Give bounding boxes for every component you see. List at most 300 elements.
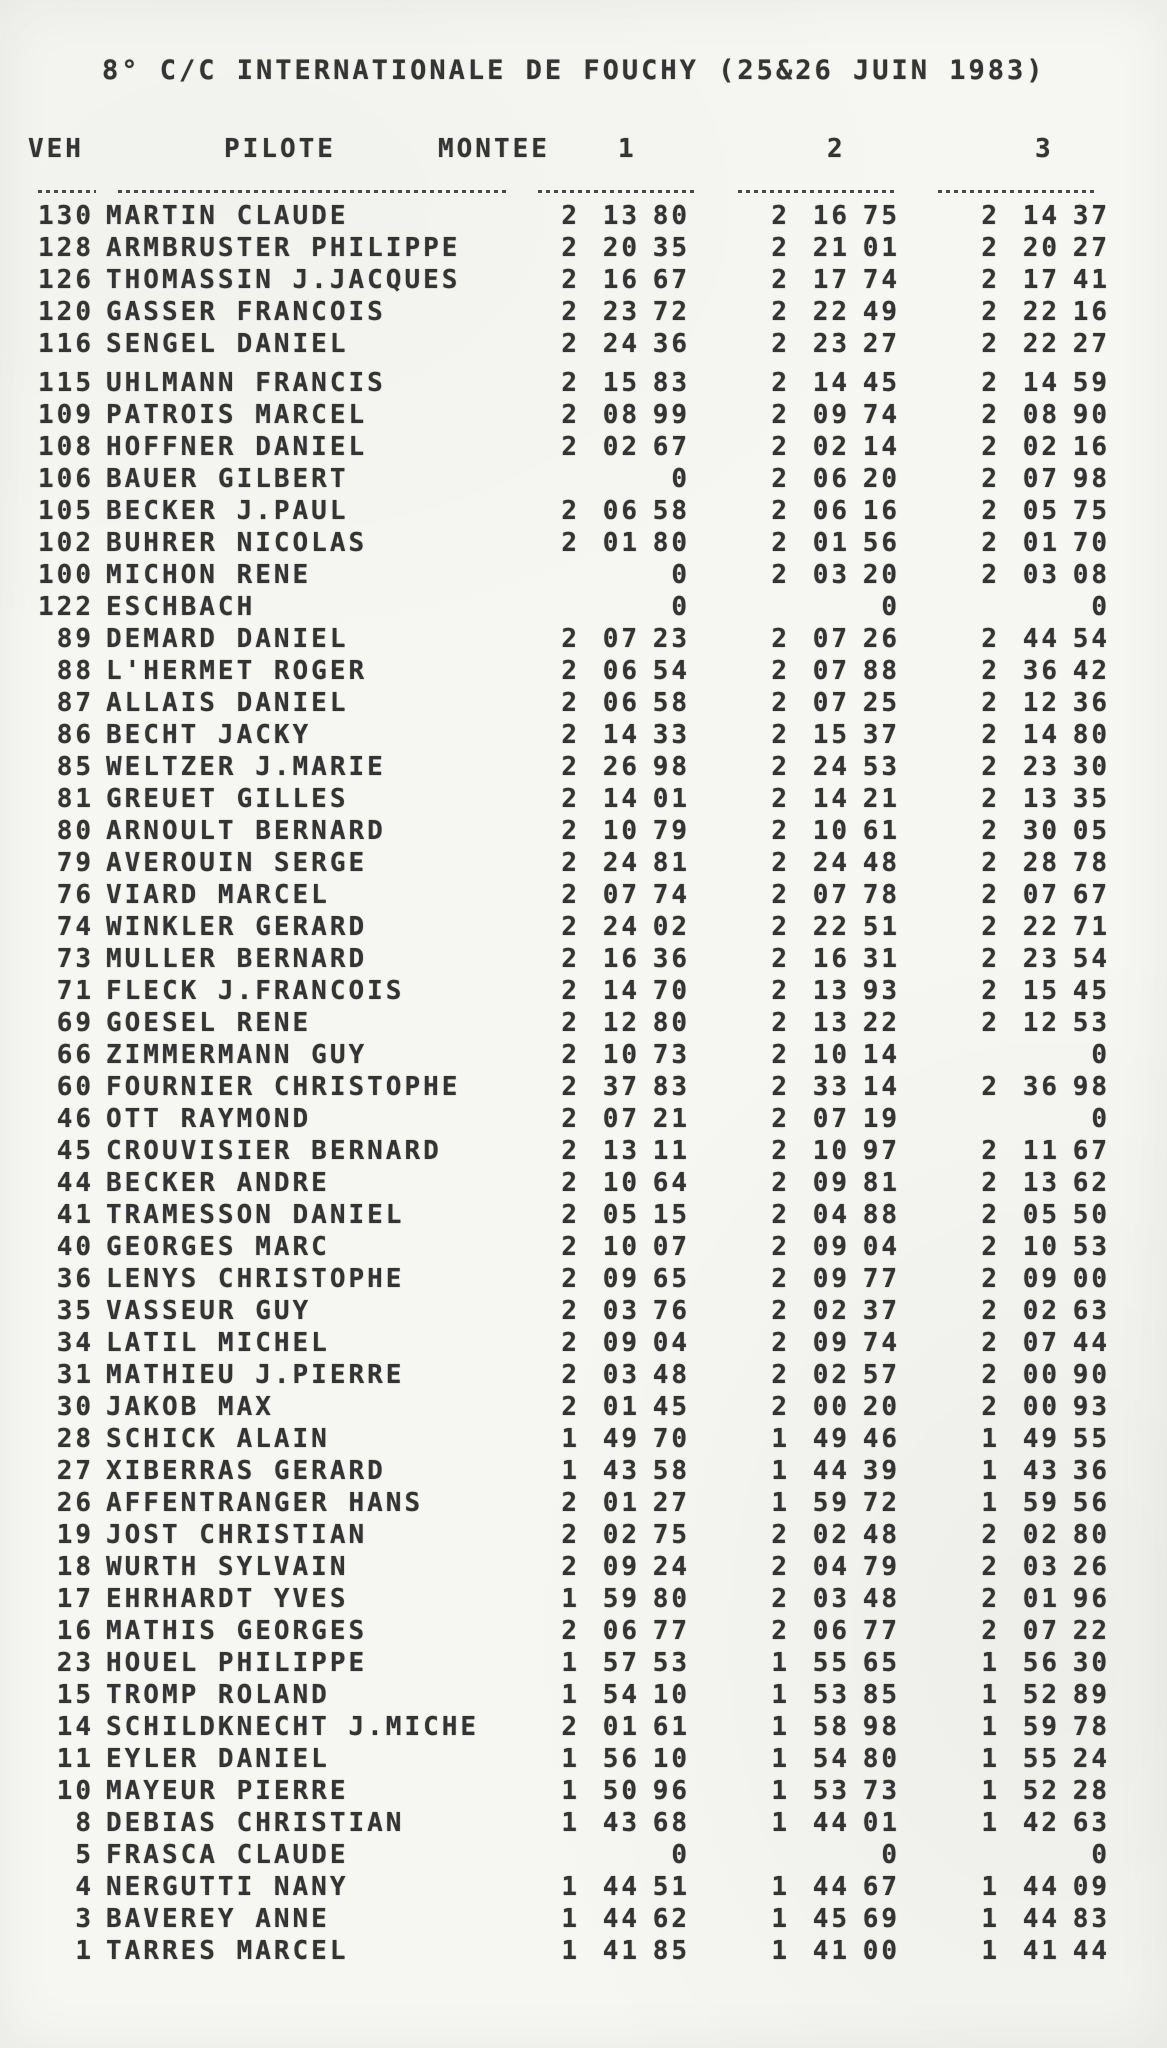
table-row <box>28 368 1140 400</box>
time-t1-hundredths: 58 <box>652 496 690 526</box>
time-t2-minutes: 2 <box>771 1296 790 1326</box>
time-t1-minutes: 1 <box>561 1744 580 1774</box>
time-t2-seconds: 13 <box>812 1008 850 1038</box>
vehicle-number: 46 <box>56 1104 94 1134</box>
time-t2-hundredths: 48 <box>862 848 900 878</box>
time-t2-hundredths: 31 <box>862 944 900 974</box>
time-t2-seconds: 09 <box>812 1264 850 1294</box>
pilot-name: TROMP ROLAND <box>106 1680 330 1710</box>
time-t2-seconds: 10 <box>812 1040 850 1070</box>
pilot-name: FOURNIER CHRISTOPHE <box>106 1072 461 1102</box>
time-t3-hundredths: 63 <box>1072 1808 1110 1838</box>
time-t2-seconds: 07 <box>812 688 850 718</box>
pilot-name: GASSER FRANCOIS <box>106 297 386 327</box>
time-t3-hundredths: 30 <box>1072 752 1110 782</box>
table-row <box>28 1680 1140 1712</box>
time-t3-hundredths: 44 <box>1072 1936 1110 1966</box>
time-t1-seconds: 24 <box>602 912 640 942</box>
time-t3-hundredths: 54 <box>1072 944 1110 974</box>
time-t2-minutes: 2 <box>771 297 790 327</box>
dashed-rule-segment <box>38 190 96 193</box>
time-t2-seconds: 04 <box>812 1200 850 1230</box>
time-t2-minutes: 2 <box>771 1104 790 1134</box>
time-t2-minutes: 2 <box>771 752 790 782</box>
dashed-rule-segment <box>118 190 508 193</box>
time-t3-minutes: 2 <box>981 880 1000 910</box>
time-t3-seconds: 36 <box>1022 1072 1060 1102</box>
time-t1-minutes: 1 <box>561 1904 580 1934</box>
time-t2-hundredths: 00 <box>862 1936 900 1966</box>
time-t1-seconds: 24 <box>602 329 640 359</box>
time-t1-seconds: 13 <box>602 1136 640 1166</box>
table-row <box>28 1840 1140 1872</box>
time-t3-seconds: 11 <box>1022 1136 1060 1166</box>
time-t3-seconds: 22 <box>1022 329 1060 359</box>
time-t1-minutes: 1 <box>561 1776 580 1806</box>
time-t2-hundredths: 75 <box>862 201 900 231</box>
time-t3-seconds: 08 <box>1022 400 1060 430</box>
time-t1-seconds: 01 <box>602 528 640 558</box>
time-t3-zero: 0 <box>1091 592 1110 622</box>
time-t2-minutes: 1 <box>771 1712 790 1742</box>
time-t2-hundredths: 45 <box>862 368 900 398</box>
table-row <box>28 528 1140 560</box>
time-t3-hundredths: 96 <box>1072 1584 1110 1614</box>
time-t2-seconds: 53 <box>812 1776 850 1806</box>
pilot-name: FLECK J.FRANCOIS <box>106 976 405 1006</box>
time-t1-minutes: 2 <box>561 1104 580 1134</box>
time-t1-hundredths: 68 <box>652 1808 690 1838</box>
pilot-name: ARMBRUSTER PHILIPPE <box>106 233 461 263</box>
time-t2-hundredths: 48 <box>862 1520 900 1550</box>
time-t3-minutes: 2 <box>981 1200 1000 1230</box>
time-t3-seconds: 42 <box>1022 1808 1060 1838</box>
vehicle-number: 116 <box>38 329 94 359</box>
time-t3-seconds: 23 <box>1022 752 1060 782</box>
time-t2-minutes: 2 <box>771 688 790 718</box>
time-t3-seconds: 14 <box>1022 368 1060 398</box>
time-t1-hundredths: 72 <box>652 297 690 327</box>
pilot-name: DEBIAS CHRISTIAN <box>106 1808 405 1838</box>
time-t2-seconds: 10 <box>812 1136 850 1166</box>
pilot-name: MATHIS GEORGES <box>106 1616 368 1646</box>
vehicle-number: 14 <box>56 1712 94 1742</box>
time-t1-minutes: 2 <box>561 233 580 263</box>
time-t2-minutes: 2 <box>771 1168 790 1198</box>
time-t1-seconds: 06 <box>602 688 640 718</box>
time-t2-hundredths: 20 <box>862 560 900 590</box>
pilot-name: JOST CHRISTIAN <box>106 1520 368 1550</box>
time-t1-hundredths: 79 <box>652 816 690 846</box>
time-t1-hundredths: 83 <box>652 1072 690 1102</box>
time-t2-seconds: 49 <box>812 1424 850 1454</box>
time-t3-hundredths: 05 <box>1072 816 1110 846</box>
time-t1-minutes: 2 <box>561 1360 580 1390</box>
pilot-name: BECKER ANDRE <box>106 1168 330 1198</box>
time-t2-seconds: 13 <box>812 976 850 1006</box>
time-t3-hundredths: 16 <box>1072 297 1110 327</box>
vehicle-number: 30 <box>56 1392 94 1422</box>
vehicle-number: 109 <box>38 400 94 430</box>
pilot-name: SCHICK ALAIN <box>106 1424 330 1454</box>
time-t3-minutes: 2 <box>981 752 1000 782</box>
time-t1-seconds: 14 <box>602 784 640 814</box>
time-t2-hundredths: 37 <box>862 720 900 750</box>
pilot-name: MATHIEU J.PIERRE <box>106 1360 405 1390</box>
table-row <box>28 1616 1140 1648</box>
time-t3-hundredths: 93 <box>1072 1392 1110 1422</box>
time-t2-seconds: 58 <box>812 1712 850 1742</box>
time-t2-minutes: 2 <box>771 329 790 359</box>
time-t3-seconds: 28 <box>1022 848 1060 878</box>
vehicle-number: 5 <box>75 1840 94 1870</box>
time-t1-hundredths: 81 <box>652 848 690 878</box>
time-t1-minutes: 1 <box>561 1584 580 1614</box>
time-t1-hundredths: 10 <box>652 1680 690 1710</box>
time-t1-hundredths: 73 <box>652 1040 690 1070</box>
time-t2-minutes: 2 <box>771 1264 790 1294</box>
table-row <box>28 1744 1140 1776</box>
time-t3-seconds: 05 <box>1022 496 1060 526</box>
time-t1-minutes: 2 <box>561 297 580 327</box>
table-row <box>28 1392 1140 1424</box>
time-t2-hundredths: 48 <box>862 1584 900 1614</box>
time-t3-hundredths: 08 <box>1072 560 1110 590</box>
time-t3-minutes: 2 <box>981 329 1000 359</box>
time-t3-hundredths: 75 <box>1072 496 1110 526</box>
time-t3-hundredths: 27 <box>1072 233 1110 263</box>
time-t3-hundredths: 78 <box>1072 848 1110 878</box>
time-t3-seconds: 07 <box>1022 464 1060 494</box>
table-row <box>28 816 1140 848</box>
time-t1-minutes: 2 <box>561 496 580 526</box>
time-t3-hundredths: 78 <box>1072 1712 1110 1742</box>
time-t1-minutes: 2 <box>561 1136 580 1166</box>
vehicle-number: 17 <box>56 1584 94 1614</box>
time-t1-hundredths: 74 <box>652 880 690 910</box>
table-row <box>28 1456 1140 1488</box>
time-t3-hundredths: 50 <box>1072 1200 1110 1230</box>
table-row <box>28 1296 1140 1328</box>
time-t2-seconds: 53 <box>812 1680 850 1710</box>
time-t1-hundredths: 58 <box>652 1456 690 1486</box>
time-t1-seconds: 24 <box>602 848 640 878</box>
time-t3-seconds: 14 <box>1022 201 1060 231</box>
time-t2-hundredths: 56 <box>862 528 900 558</box>
time-t2-seconds: 23 <box>812 329 850 359</box>
time-t2-minutes: 2 <box>771 1520 790 1550</box>
time-t2-minutes: 1 <box>771 1936 790 1966</box>
time-t3-minutes: 2 <box>981 528 1000 558</box>
time-t2-seconds: 17 <box>812 265 850 295</box>
time-t3-minutes: 1 <box>981 1712 1000 1742</box>
time-t3-hundredths: 54 <box>1072 624 1110 654</box>
time-t1-minutes: 2 <box>561 1232 580 1262</box>
time-t3-seconds: 52 <box>1022 1680 1060 1710</box>
time-t1-hundredths: 65 <box>652 1264 690 1294</box>
table-row <box>28 1808 1140 1840</box>
time-t1-minutes: 1 <box>561 1648 580 1678</box>
time-t2-hundredths: 81 <box>862 1168 900 1198</box>
time-t2-hundredths: 80 <box>862 1744 900 1774</box>
time-t2-hundredths: 21 <box>862 784 900 814</box>
vehicle-number: 1 <box>75 1936 94 1966</box>
time-t3-seconds: 10 <box>1022 1232 1060 1262</box>
time-t3-minutes: 2 <box>981 1520 1000 1550</box>
pilot-name: BECKER J.PAUL <box>106 496 349 526</box>
time-t2-minutes: 1 <box>771 1456 790 1486</box>
vehicle-number: 36 <box>56 1264 94 1294</box>
vehicle-number: 26 <box>56 1488 94 1518</box>
pilot-name: WELTZER J.MARIE <box>106 752 386 782</box>
time-t2-hundredths: 01 <box>862 233 900 263</box>
time-t3-minutes: 2 <box>981 1264 1000 1294</box>
time-t2-hundredths: 74 <box>862 1328 900 1358</box>
table-row <box>28 1136 1140 1168</box>
time-t2-minutes: 2 <box>771 1584 790 1614</box>
time-t1-minutes: 1 <box>561 1424 580 1454</box>
vehicle-number: 66 <box>56 1040 94 1070</box>
time-t1-minutes: 2 <box>561 912 580 942</box>
time-t2-seconds: 54 <box>812 1744 850 1774</box>
time-t3-minutes: 1 <box>981 1936 1000 1966</box>
pilot-name: FRASCA CLAUDE <box>106 1840 349 1870</box>
time-t2-minutes: 1 <box>771 1680 790 1710</box>
time-t3-seconds: 12 <box>1022 1008 1060 1038</box>
time-t3-hundredths: 26 <box>1072 1552 1110 1582</box>
time-t1-seconds: 06 <box>602 656 640 686</box>
time-t3-minutes: 2 <box>981 816 1000 846</box>
time-t1-hundredths: 85 <box>652 1936 690 1966</box>
table-row <box>28 1488 1140 1520</box>
time-t2-hundredths: 65 <box>862 1648 900 1678</box>
time-t3-minutes: 1 <box>981 1776 1000 1806</box>
table-row <box>28 1904 1140 1936</box>
table-row <box>28 496 1140 528</box>
table-row <box>28 1104 1140 1136</box>
vehicle-number: 40 <box>56 1232 94 1262</box>
time-t1-minutes: 2 <box>561 688 580 718</box>
table-row <box>28 1200 1140 1232</box>
table-row <box>28 432 1140 464</box>
time-t2-hundredths: 77 <box>862 1264 900 1294</box>
time-t1-hundredths: 67 <box>652 432 690 462</box>
time-t1-minutes: 2 <box>561 944 580 974</box>
pilot-name: HOUEL PHILIPPE <box>106 1648 368 1678</box>
time-t1-seconds: 44 <box>602 1904 640 1934</box>
table-row <box>28 1776 1140 1808</box>
time-t3-minutes: 2 <box>981 848 1000 878</box>
time-t2-seconds: 02 <box>812 432 850 462</box>
time-t2-seconds: 44 <box>812 1872 850 1902</box>
time-t1-minutes: 2 <box>561 1200 580 1230</box>
time-t3-minutes: 2 <box>981 720 1000 750</box>
table-row <box>28 1936 1140 1968</box>
time-t1-seconds: 09 <box>602 1264 640 1294</box>
time-t2-seconds: 59 <box>812 1488 850 1518</box>
time-t1-hundredths: 10 <box>652 1744 690 1774</box>
pilot-name: THOMASSIN J.JACQUES <box>106 265 461 295</box>
pilot-name: PATROIS MARCEL <box>106 400 368 430</box>
time-t2-hundredths: 26 <box>862 624 900 654</box>
time-t2-seconds: 07 <box>812 880 850 910</box>
table-row <box>28 944 1140 976</box>
time-t1-minutes: 2 <box>561 1008 580 1038</box>
time-t2-seconds: 41 <box>812 1936 850 1966</box>
time-t3-seconds: 52 <box>1022 1776 1060 1806</box>
table-row <box>28 1584 1140 1616</box>
time-t1-minutes: 2 <box>561 265 580 295</box>
time-t3-minutes: 2 <box>981 656 1000 686</box>
time-t2-seconds: 16 <box>812 201 850 231</box>
time-t3-minutes: 2 <box>981 688 1000 718</box>
time-t3-seconds: 07 <box>1022 1616 1060 1646</box>
time-t1-seconds: 43 <box>602 1808 640 1838</box>
time-t3-zero: 0 <box>1091 1840 1110 1870</box>
time-t1-minutes: 2 <box>561 880 580 910</box>
time-t1-minutes: 2 <box>561 816 580 846</box>
time-t3-hundredths: 89 <box>1072 1680 1110 1710</box>
time-t1-minutes: 2 <box>561 976 580 1006</box>
time-t3-seconds: 44 <box>1022 624 1060 654</box>
time-t2-seconds: 24 <box>812 752 850 782</box>
table-row <box>28 784 1140 816</box>
time-t1-hundredths: 35 <box>652 233 690 263</box>
time-t2-hundredths: 98 <box>862 1712 900 1742</box>
table-row <box>28 1424 1140 1456</box>
time-t3-seconds: 13 <box>1022 1168 1060 1198</box>
time-t3-minutes: 2 <box>981 1328 1000 1358</box>
time-t3-hundredths: 62 <box>1072 1168 1110 1198</box>
table-row <box>28 464 1140 496</box>
time-t1-minutes: 2 <box>561 848 580 878</box>
time-t2-minutes: 2 <box>771 656 790 686</box>
table-row <box>28 1328 1140 1360</box>
vehicle-number: 19 <box>56 1520 94 1550</box>
time-t3-minutes: 1 <box>981 1648 1000 1678</box>
time-t1-seconds: 57 <box>602 1648 640 1678</box>
time-t1-hundredths: 33 <box>652 720 690 750</box>
vehicle-number: 105 <box>38 496 94 526</box>
time-t3-minutes: 2 <box>981 432 1000 462</box>
pilot-name: MULLER BERNARD <box>106 944 368 974</box>
vehicle-number: 106 <box>38 464 94 494</box>
pilot-name: GOESEL RENE <box>106 1008 312 1038</box>
vehicle-number: 86 <box>56 720 94 750</box>
time-t1-minutes: 1 <box>561 1680 580 1710</box>
time-t1-hundredths: 15 <box>652 1200 690 1230</box>
time-t1-zero: 0 <box>671 560 690 590</box>
time-t2-seconds: 14 <box>812 368 850 398</box>
time-t3-seconds: 23 <box>1022 944 1060 974</box>
time-t2-seconds: 14 <box>812 784 850 814</box>
vehicle-number: 69 <box>56 1008 94 1038</box>
time-t3-minutes: 1 <box>981 1904 1000 1934</box>
time-t2-seconds: 22 <box>812 912 850 942</box>
time-t1-hundredths: 64 <box>652 1168 690 1198</box>
time-t2-minutes: 2 <box>771 201 790 231</box>
time-t3-seconds: 14 <box>1022 720 1060 750</box>
time-t3-seconds: 59 <box>1022 1712 1060 1742</box>
time-t2-seconds: 02 <box>812 1520 850 1550</box>
time-t2-hundredths: 14 <box>862 1040 900 1070</box>
time-t1-seconds: 20 <box>602 233 640 263</box>
column-header-run2: 2 <box>827 134 846 164</box>
time-t2-minutes: 2 <box>771 1200 790 1230</box>
time-t2-hundredths: 01 <box>862 1808 900 1838</box>
time-t3-hundredths: 90 <box>1072 1360 1110 1390</box>
time-t2-seconds: 06 <box>812 464 850 494</box>
vehicle-number: 8 <box>75 1808 94 1838</box>
pilot-name: XIBERRAS GERARD <box>106 1456 386 1486</box>
pilot-name: WINKLER GERARD <box>106 912 368 942</box>
time-t3-minutes: 2 <box>981 624 1000 654</box>
time-t1-hundredths: 02 <box>652 912 690 942</box>
time-t1-seconds: 03 <box>602 1296 640 1326</box>
time-t3-hundredths: 09 <box>1072 1872 1110 1902</box>
vehicle-number: 60 <box>56 1072 94 1102</box>
time-t3-hundredths: 28 <box>1072 1776 1110 1806</box>
table-row <box>28 848 1140 880</box>
time-t3-minutes: 2 <box>981 1072 1000 1102</box>
time-t2-seconds: 09 <box>812 400 850 430</box>
results-rows <box>28 201 1140 1968</box>
pilot-name: VIARD MARCEL <box>106 880 330 910</box>
time-t3-seconds: 02 <box>1022 1520 1060 1550</box>
time-t1-hundredths: 58 <box>652 688 690 718</box>
time-t3-zero: 0 <box>1091 1104 1110 1134</box>
time-t3-minutes: 2 <box>981 368 1000 398</box>
time-t1-minutes: 2 <box>561 1520 580 1550</box>
vehicle-number: 71 <box>56 976 94 1006</box>
column-header-veh: VEH <box>28 134 84 164</box>
table-row <box>28 1008 1140 1040</box>
time-t2-hundredths: 85 <box>862 1680 900 1710</box>
time-t2-hundredths: 14 <box>862 432 900 462</box>
time-t2-minutes: 2 <box>771 912 790 942</box>
time-t1-seconds: 16 <box>602 265 640 295</box>
pilot-name: EHRHARDT YVES <box>106 1584 349 1614</box>
vehicle-number: 88 <box>56 656 94 686</box>
time-t2-hundredths: 88 <box>862 656 900 686</box>
time-t3-hundredths: 67 <box>1072 1136 1110 1166</box>
vehicle-number: 34 <box>56 1328 94 1358</box>
time-t3-seconds: 00 <box>1022 1392 1060 1422</box>
time-t1-minutes: 2 <box>561 1616 580 1646</box>
time-t2-minutes: 2 <box>771 1232 790 1262</box>
time-t3-hundredths: 80 <box>1072 720 1110 750</box>
time-t3-minutes: 2 <box>981 400 1000 430</box>
time-t3-seconds: 09 <box>1022 1264 1060 1294</box>
time-t1-minutes: 2 <box>561 528 580 558</box>
time-t2-minutes: 2 <box>771 1328 790 1358</box>
time-t3-minutes: 2 <box>981 265 1000 295</box>
time-t1-seconds: 49 <box>602 1424 640 1454</box>
time-t3-seconds: 00 <box>1022 1360 1060 1390</box>
time-t2-seconds: 45 <box>812 1904 850 1934</box>
table-row <box>28 1072 1140 1104</box>
time-t1-hundredths: 80 <box>652 1584 690 1614</box>
vehicle-number: 41 <box>56 1200 94 1230</box>
time-t1-minutes: 2 <box>561 1552 580 1582</box>
time-t1-hundredths: 27 <box>652 1488 690 1518</box>
column-header-run1: 1 <box>618 134 637 164</box>
time-t1-hundredths: 83 <box>652 368 690 398</box>
vehicle-number: 87 <box>56 688 94 718</box>
time-t2-seconds: 16 <box>812 944 850 974</box>
table-row <box>28 880 1140 912</box>
time-t3-hundredths: 36 <box>1072 1456 1110 1486</box>
